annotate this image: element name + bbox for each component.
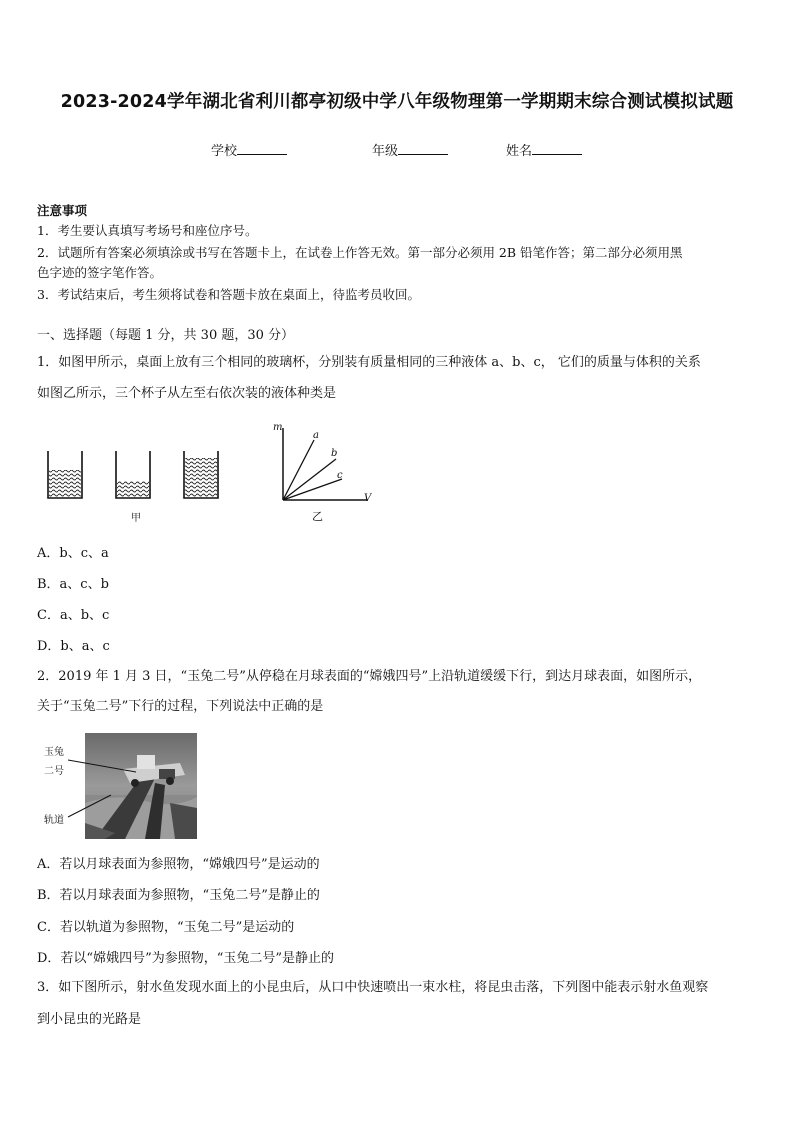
name-blank — [532, 142, 582, 155]
section-heading: 一、选择题（每题 1 分，共 30 题，30 分） — [37, 328, 295, 343]
q1-stem: 1．如图甲所示，桌面上放有三个相同的玻璃杯，分别装有质量相同的三种液体 a、b、c， 它们的质量与体积的关系 — [37, 355, 701, 370]
line-c-label: c — [337, 470, 343, 481]
beaker-right — [184, 451, 218, 498]
beaker-left — [48, 451, 82, 498]
grade-blank — [398, 142, 448, 155]
axis-m-label: m — [273, 422, 283, 433]
q1-option-c: C．a、b、c — [37, 608, 110, 623]
student-info-row — [0, 140, 794, 160]
school-field — [211, 140, 287, 159]
grade-label: 年级 — [372, 144, 399, 159]
q1-option-a: A．b、c、a — [37, 546, 109, 561]
rover-label-line1: 玉兔 — [44, 747, 64, 758]
q2-stem: 2．2019 年 1 月 3 日，“玉兔二号”从停稳在月球表面的“嫦娥四号”上沿轨道缓缓下行，到达月球表面，如图所示， — [37, 669, 702, 684]
name-label: 姓名 — [506, 144, 533, 159]
line-b — [283, 459, 336, 500]
school-label: 学校 — [211, 144, 238, 159]
line-b-label: b — [331, 448, 338, 459]
notice-heading: 注意事项 — [37, 203, 88, 218]
line-a-label: a — [313, 430, 319, 441]
rover-label-line2: 二号 — [44, 766, 64, 777]
q2-option-b: B．若以月球表面为参照物，“玉兔二号”是静止的 — [37, 888, 320, 903]
q2-stem: 关于“玉兔二号”下行的过程，下列说法中正确的是 — [37, 699, 324, 714]
beaker-middle — [116, 451, 150, 498]
exam-title: 2023-2024学年湖北省利川都亭初级中学八年级物理第一学期期末综合测试模拟试题 — [60, 92, 734, 112]
notice-item: 1．考生要认真填写考场号和座位序号。 — [37, 223, 258, 238]
notice-item: 2．试题所有答案必须填涂或书写在答题卡上，在试卷上作答无效。第一部分必须用 2B 铅笔作答；第二部分必须用黑 — [37, 245, 683, 260]
school-blank — [237, 142, 287, 155]
q2-option-d: D．若以“嫦娥四号”为参照物，“玉兔二号”是静止的 — [37, 951, 335, 966]
q3-stem: 3．如下图所示，射水鱼发现水面上的小昆虫后，从口中快速喷出一束水柱，将昆虫击落，下列图中能表示射水鱼观察 — [37, 980, 709, 995]
figure-yi-label: 乙 — [312, 510, 323, 523]
notice-item: 3．考试结束后，考生须将试卷和答题卡放在桌面上，待监考员收回。 — [37, 287, 420, 302]
mass-volume-graph — [268, 422, 378, 512]
q1-option-b: B．a、c、b — [37, 577, 109, 592]
photo-pointer-lines — [66, 755, 156, 825]
track-label: 轨道 — [44, 815, 64, 826]
q1-stem: 如图乙所示，三个杯子从左至右依次装的液体种类是 — [37, 386, 337, 401]
q3-stem: 到小昆虫的光路是 — [37, 1012, 142, 1027]
axis-v-label: V — [364, 493, 372, 504]
name-field — [506, 140, 582, 159]
notice-item: 色字迹的签字笔作答。 — [37, 265, 163, 280]
q2-option-c: C．若以轨道为参照物，“玉兔二号”是运动的 — [37, 920, 295, 935]
q1-option-d: D．b、a、c — [37, 639, 110, 654]
figure-jia-label: 甲 — [131, 513, 141, 524]
q2-option-a: A．若以月球表面为参照物，“嫦娥四号”是运动的 — [37, 857, 320, 872]
grade-field — [372, 140, 448, 159]
